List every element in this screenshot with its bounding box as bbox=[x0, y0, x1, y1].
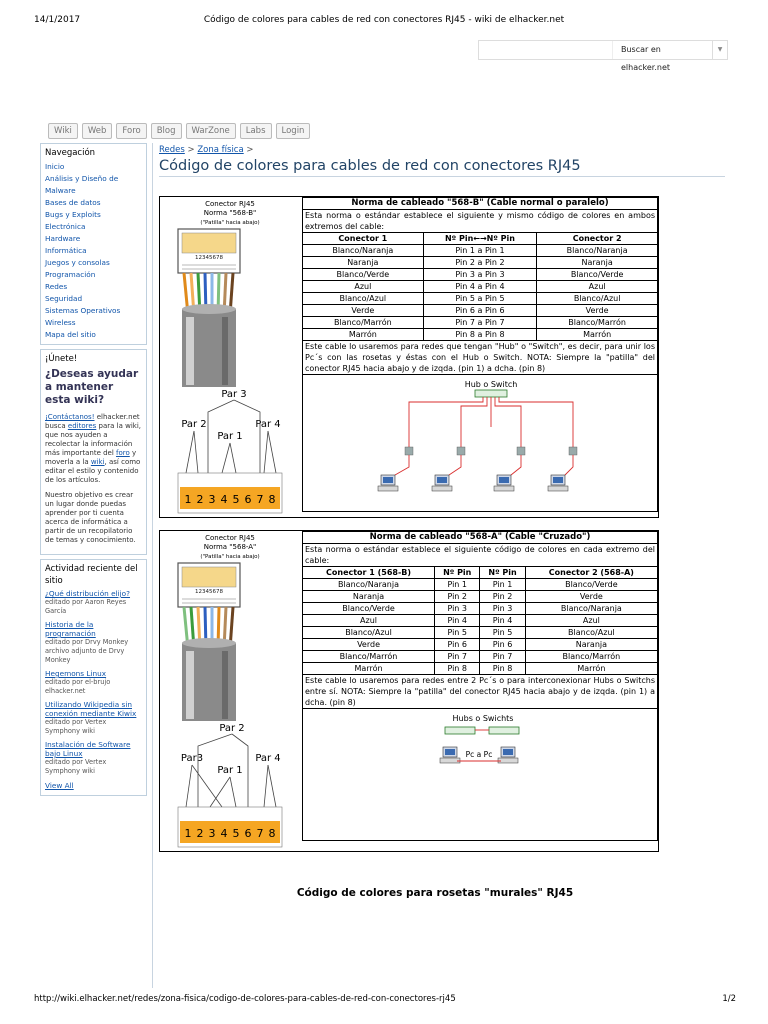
activity-item bbox=[45, 700, 142, 736]
rj45-connector bbox=[178, 229, 240, 273]
cell: Azul bbox=[303, 615, 435, 627]
join-heading: ¿Deseas ayudar a mantener esta wiki? bbox=[45, 368, 139, 406]
search-input[interactable] bbox=[479, 41, 613, 59]
connector-title: Conector RJ45 bbox=[205, 200, 255, 208]
cell: Marrón bbox=[537, 329, 658, 341]
cell: Pin 6 a Pin 6 bbox=[423, 305, 537, 317]
rosetas-heading: Código de colores para rosetas "murales" RJ45 bbox=[296, 887, 574, 899]
pc-a-pc-label: Pc a Pc bbox=[465, 750, 493, 759]
pin-digit: 5 bbox=[232, 493, 240, 506]
activity-link[interactable]: Hegemons Linux bbox=[45, 669, 107, 678]
cell: Blanco/Verde bbox=[303, 603, 435, 615]
nav-title: Navegación bbox=[45, 148, 96, 158]
join-text-part: para la wiki, que nos ayuden a recolectar la información más importante del bbox=[45, 422, 142, 457]
column-header: Conector 2 (568-A) bbox=[525, 567, 657, 579]
cell: Blanco/Naranja bbox=[525, 603, 657, 615]
cell: Pin 1 bbox=[435, 579, 480, 591]
connector-note: ("Patilla" hacia abajo) bbox=[200, 554, 260, 560]
pair-right-label: Par 4 bbox=[255, 753, 281, 764]
pair-left-label: Par 2 bbox=[181, 419, 207, 430]
pc-icon bbox=[494, 475, 514, 491]
table-note: Este cable lo usaremos para redes entre 2 Pc´s o para interconexionar Hubs o Switchs entre sí. NOTA: Siempre la "patilla" del conector RJ45 hacia abajo y de izqda. (pin 1) a dcha. (pin 8) bbox=[303, 675, 658, 709]
sidebar-item-wireless[interactable]: Wireless bbox=[45, 318, 76, 327]
connector-pin-numbers: 12345678 bbox=[195, 589, 223, 595]
sidebar bbox=[40, 143, 147, 800]
chevron-down-icon[interactable]: ▼ bbox=[717, 46, 723, 53]
pin-digit: 8 bbox=[268, 493, 276, 506]
pin-digit: 4 bbox=[220, 827, 228, 840]
pin-digit: 2 bbox=[196, 493, 204, 506]
pair-left-label: Par3 bbox=[180, 753, 204, 764]
sidebar-item-seguridad[interactable]: Seguridad bbox=[45, 294, 83, 303]
print-date: 14/1/2017 bbox=[34, 15, 81, 25]
pin-digit: 5 bbox=[232, 827, 240, 840]
cell: Pin 4 bbox=[480, 615, 525, 627]
cell: Marrón bbox=[303, 329, 424, 341]
table-row bbox=[303, 639, 658, 651]
pin-digit: 3 bbox=[208, 827, 216, 840]
cell: Pin 1 bbox=[480, 579, 525, 591]
activity-link[interactable]: ¿Qué distribución elijo? bbox=[45, 589, 131, 598]
pin-digit: 1 bbox=[184, 827, 192, 840]
activity-link[interactable]: Historia de la programación bbox=[45, 620, 96, 638]
sidebar-item-electronica[interactable]: Electrónica bbox=[45, 222, 86, 231]
cell: Blanco/Marrón bbox=[537, 317, 658, 329]
cell: Pin 1 a Pin 1 bbox=[423, 245, 537, 257]
hub-label: Hub o Switch bbox=[464, 380, 518, 389]
table-intro: Esta norma o estándar establece el siguiente código de colores en cada extremo del cable: bbox=[303, 544, 658, 567]
pc-icon bbox=[432, 475, 452, 491]
cell: Pin 8 a Pin 8 bbox=[423, 329, 537, 341]
nav-foro[interactable]: Foro bbox=[116, 123, 146, 139]
contact-link[interactable]: ¡Contáctanos! bbox=[45, 413, 95, 421]
activity-title: Actividad reciente del sitio bbox=[45, 564, 138, 586]
cell: Blanco/Verde bbox=[525, 579, 657, 591]
activity-item bbox=[45, 620, 142, 665]
cell: Pin 7 bbox=[435, 651, 480, 663]
pin-strip bbox=[178, 807, 282, 847]
pair-labels bbox=[181, 389, 280, 442]
cell: Pin 2 bbox=[480, 591, 525, 603]
cell: Blanco/Naranja bbox=[537, 245, 658, 257]
pc-icon bbox=[548, 475, 568, 491]
breadcrumb-redes[interactable]: Redes bbox=[159, 145, 185, 155]
connector-note: ("Patilla" hacia abajo) bbox=[200, 220, 260, 226]
pair-right-label: Par 4 bbox=[255, 419, 281, 430]
cell: Marrón bbox=[525, 663, 657, 675]
cell: Marrón bbox=[303, 663, 435, 675]
activity-meta: editado por Aaron Reyes García bbox=[45, 598, 127, 615]
cell: Verde bbox=[303, 305, 424, 317]
table-row bbox=[303, 615, 658, 627]
cell: Blanco/Verde bbox=[537, 269, 658, 281]
sidebar-item-bugs[interactable]: Bugs y Exploits bbox=[45, 210, 101, 219]
table-row bbox=[303, 579, 658, 591]
network-cables bbox=[409, 397, 573, 450]
sidebar-item-bases-de-datos[interactable]: Bases de datos bbox=[45, 198, 101, 207]
sidebar-item-sistemas[interactable]: Sistemas Operativos bbox=[45, 306, 121, 315]
nav-labs[interactable]: Labs bbox=[240, 123, 272, 139]
cell: Azul bbox=[525, 615, 657, 627]
wall-sockets bbox=[405, 447, 577, 455]
column-header: Conector 1 (568-B) bbox=[303, 567, 435, 579]
join-goal: Nuestro objetivo es crear un lugar donde puedas aprender por ti cuenta acerca de informática a partir de un recopilatorio de temas y conocimiento. bbox=[45, 491, 136, 544]
socket-to-pc-cables bbox=[395, 455, 573, 475]
table-row bbox=[303, 317, 658, 329]
column-header: Conector 2 bbox=[537, 233, 658, 245]
search-button[interactable]: Buscar en elhacker.net bbox=[613, 41, 713, 59]
breadcrumb-sep: > bbox=[187, 145, 195, 155]
table-title: Norma de cableado "568-A" (Cable "Cruzado") bbox=[303, 532, 658, 544]
breadcrumb-zona-fisica[interactable]: Zona física bbox=[197, 145, 244, 155]
print-title: Código de colores para cables de red con conectores RJ45 - wiki de elhacker.net bbox=[203, 15, 565, 25]
pin-digit: 2 bbox=[196, 827, 204, 840]
print-page-number: 1/2 bbox=[722, 994, 736, 1004]
network-diagram-cell bbox=[303, 375, 658, 512]
foro-link[interactable]: foro bbox=[116, 449, 130, 457]
join-text-part: y moverla a la bbox=[45, 449, 137, 466]
cell: Azul bbox=[537, 281, 658, 293]
cell: Blanco/Naranja bbox=[303, 579, 435, 591]
sidebar-item-redes[interactable]: Redes bbox=[45, 282, 68, 291]
cell: Pin 4 a Pin 4 bbox=[423, 281, 537, 293]
hub-switch-icon bbox=[489, 727, 519, 734]
table-note: Este cable lo usaremos para redes que tengan "Hub" o "Switch", es decir, para unir los Pc´s con las rosetas y éstas con el Hub o Switch. NOTA: Siempre la "patilla" del conector RJ45 hacia abajo y de izqda. (pin 1) a dcha. (pin 8) bbox=[303, 341, 658, 375]
cell: Pin 3 bbox=[435, 603, 480, 615]
hub-switch-icon bbox=[475, 390, 507, 397]
cell: Naranja bbox=[525, 639, 657, 651]
cell: Naranja bbox=[303, 257, 424, 269]
cell: Pin 6 bbox=[435, 639, 480, 651]
connector-pin-numbers: 12345678 bbox=[195, 255, 223, 261]
pc-icon bbox=[378, 475, 398, 491]
column-header: Conector 1 bbox=[303, 233, 424, 245]
table-row bbox=[303, 663, 658, 675]
activity-link[interactable]: Utilizando Wikipedia sin conexión mediante Kiwix bbox=[45, 700, 137, 718]
cell: Blanco/Marrón bbox=[525, 651, 657, 663]
cell: Pin 5 bbox=[435, 627, 480, 639]
cell: Blanco/Naranja bbox=[303, 245, 424, 257]
activity-item bbox=[45, 669, 142, 696]
pin-digit: 6 bbox=[244, 827, 252, 840]
column-header: Nº Pin←→Nº Pin bbox=[423, 233, 537, 245]
pair-labels bbox=[181, 723, 281, 776]
activity-item bbox=[45, 589, 142, 616]
sidebar-item-inicio[interactable]: Inicio bbox=[45, 162, 65, 171]
pin-digit: 8 bbox=[268, 827, 276, 840]
main-content bbox=[159, 145, 699, 177]
pin-digit: 7 bbox=[256, 827, 264, 840]
join-text-part: , así como editar el estilo y contenido de los artículos. bbox=[45, 458, 141, 484]
cell: Blanco/Azul bbox=[537, 293, 658, 305]
sidebar-item-mapa[interactable]: Mapa del sitio bbox=[45, 330, 96, 339]
top-nav bbox=[48, 123, 310, 139]
pair-top-label: Par 2 bbox=[219, 723, 245, 734]
table-row bbox=[303, 651, 658, 663]
table-row bbox=[303, 269, 658, 281]
activity-meta: editado por Drvy Monkey archivo adjunto de Drvy Monkey bbox=[45, 638, 129, 664]
table-row bbox=[303, 329, 658, 341]
cell: Blanco/Marrón bbox=[303, 317, 424, 329]
cell: Pin 8 bbox=[480, 663, 525, 675]
activity-link[interactable]: Instalación de Software bajo Linux bbox=[45, 740, 131, 758]
connector-norma: Norma "568-A" bbox=[203, 543, 257, 551]
table-row bbox=[303, 293, 658, 305]
norma-568a-table bbox=[302, 531, 658, 841]
pin-digit: 6 bbox=[244, 493, 252, 506]
cell: Blanco/Azul bbox=[303, 293, 424, 305]
pair-mid-label: Par 1 bbox=[217, 431, 243, 442]
table-row bbox=[303, 603, 658, 615]
table-row bbox=[303, 627, 658, 639]
nav-login[interactable]: Login bbox=[276, 123, 311, 139]
table-intro: Esta norma o estándar establece el siguiente y mismo código de colores en ambos extremos del cable: bbox=[303, 210, 658, 233]
table-row bbox=[303, 257, 658, 269]
hub-switch-icon bbox=[445, 727, 475, 734]
cell: Verde bbox=[537, 305, 658, 317]
cell: Blanco/Verde bbox=[303, 269, 424, 281]
sidebar-item-hardware[interactable]: Hardware bbox=[45, 234, 81, 243]
pin-digit: 3 bbox=[208, 493, 216, 506]
pc-icons bbox=[378, 475, 568, 491]
search-bar bbox=[478, 40, 728, 72]
cell: Pin 2 a Pin 2 bbox=[423, 257, 537, 269]
pin-strip bbox=[178, 473, 282, 513]
cell: Blanco/Azul bbox=[525, 627, 657, 639]
cell: Pin 7 a Pin 7 bbox=[423, 317, 537, 329]
sidebar-item-informatica[interactable]: Informática bbox=[45, 246, 87, 255]
hubs-label: Hubs o Swichts bbox=[452, 714, 514, 723]
pair-mid-label: Par 1 bbox=[217, 765, 243, 776]
cell: Pin 3 a Pin 3 bbox=[423, 269, 537, 281]
column-header: Nº Pin bbox=[435, 567, 480, 579]
cell: Pin 5 a Pin 5 bbox=[423, 293, 537, 305]
nav-box bbox=[40, 143, 147, 345]
pin-digit: 7 bbox=[256, 493, 264, 506]
cell: Pin 5 bbox=[480, 627, 525, 639]
cell: Pin 4 bbox=[435, 615, 480, 627]
pin-digit: 1 bbox=[184, 493, 192, 506]
title-rule bbox=[159, 176, 725, 177]
join-box bbox=[40, 349, 147, 555]
table-row bbox=[303, 281, 658, 293]
page-title: Código de colores para cables de red con conectores RJ45 bbox=[159, 158, 581, 174]
cell: Verde bbox=[303, 639, 435, 651]
breadcrumb-sep: > bbox=[246, 145, 254, 155]
nav-warzone[interactable]: WarZone bbox=[186, 123, 236, 139]
activity-item bbox=[45, 740, 142, 776]
activity-meta: editado por Vertex Symphony wiki bbox=[45, 758, 107, 775]
column-divider bbox=[152, 143, 153, 988]
sidebar-item-juegos[interactable]: Juegos y consolas bbox=[45, 258, 110, 267]
rj45-connector bbox=[178, 563, 240, 607]
table-title: Norma de cableado "568-B" (Cable normal o paralelo) bbox=[303, 198, 658, 210]
view-all-link[interactable]: View All bbox=[45, 781, 74, 790]
join-title: ¡Únete! bbox=[45, 354, 78, 364]
activity-box bbox=[40, 559, 147, 796]
cell: Pin 2 bbox=[435, 591, 480, 603]
table-row bbox=[303, 245, 658, 257]
editores-link[interactable]: editores bbox=[67, 422, 97, 430]
cell: Pin 6 bbox=[480, 639, 525, 651]
cell: Naranja bbox=[303, 591, 435, 603]
pin-digit: 4 bbox=[220, 493, 228, 506]
nav-web[interactable]: Web bbox=[82, 123, 113, 139]
table-row bbox=[303, 305, 658, 317]
print-url: http://wiki.elhacker.net/redes/zona-fisica/codigo-de-colores-para-cables-de-red-con-conectores-rj45 bbox=[34, 994, 456, 1004]
cell: Pin 3 bbox=[480, 603, 525, 615]
activity-meta: editado por Vertex Symphony wiki bbox=[45, 718, 107, 735]
cell: Azul bbox=[303, 281, 424, 293]
sidebar-item-programacion[interactable]: Programación bbox=[45, 270, 96, 279]
norma-568b-table bbox=[302, 197, 658, 512]
breadcrumb bbox=[159, 145, 699, 155]
pc-to-pc-diagram bbox=[305, 709, 655, 837]
activity-meta: editado por el-brujo elhacker.net bbox=[45, 678, 111, 695]
column-header: Nº Pin bbox=[480, 567, 525, 579]
join-text-part: elhacker.net busca bbox=[45, 413, 140, 430]
cell: Blanco/Azul bbox=[303, 627, 435, 639]
cell: Pin 7 bbox=[480, 651, 525, 663]
sidebar-item-malware[interactable]: Análisis y Diseño de Malware bbox=[45, 174, 119, 195]
connector-norma: Norma "568-B" bbox=[203, 209, 257, 217]
nav-wiki[interactable]: Wiki bbox=[48, 123, 78, 139]
network-diagram-cell bbox=[303, 709, 658, 841]
cell: Blanco/Marrón bbox=[303, 651, 435, 663]
hub-network-diagram bbox=[305, 375, 655, 508]
connector-title: Conector RJ45 bbox=[205, 534, 255, 542]
cable-jacket bbox=[182, 304, 236, 387]
cable-diagram-568b bbox=[160, 197, 300, 517]
nav-blog[interactable]: Blog bbox=[151, 123, 182, 139]
cable-jacket bbox=[182, 638, 236, 721]
pair-top-label: Par 3 bbox=[221, 389, 247, 400]
cell: Verde bbox=[525, 591, 657, 603]
wiki-link[interactable]: wiki bbox=[90, 458, 105, 466]
cable-diagram-568a bbox=[160, 531, 300, 851]
table-row bbox=[303, 591, 658, 603]
cell: Naranja bbox=[537, 257, 658, 269]
join-text bbox=[45, 413, 142, 485]
cell: Pin 8 bbox=[435, 663, 480, 675]
